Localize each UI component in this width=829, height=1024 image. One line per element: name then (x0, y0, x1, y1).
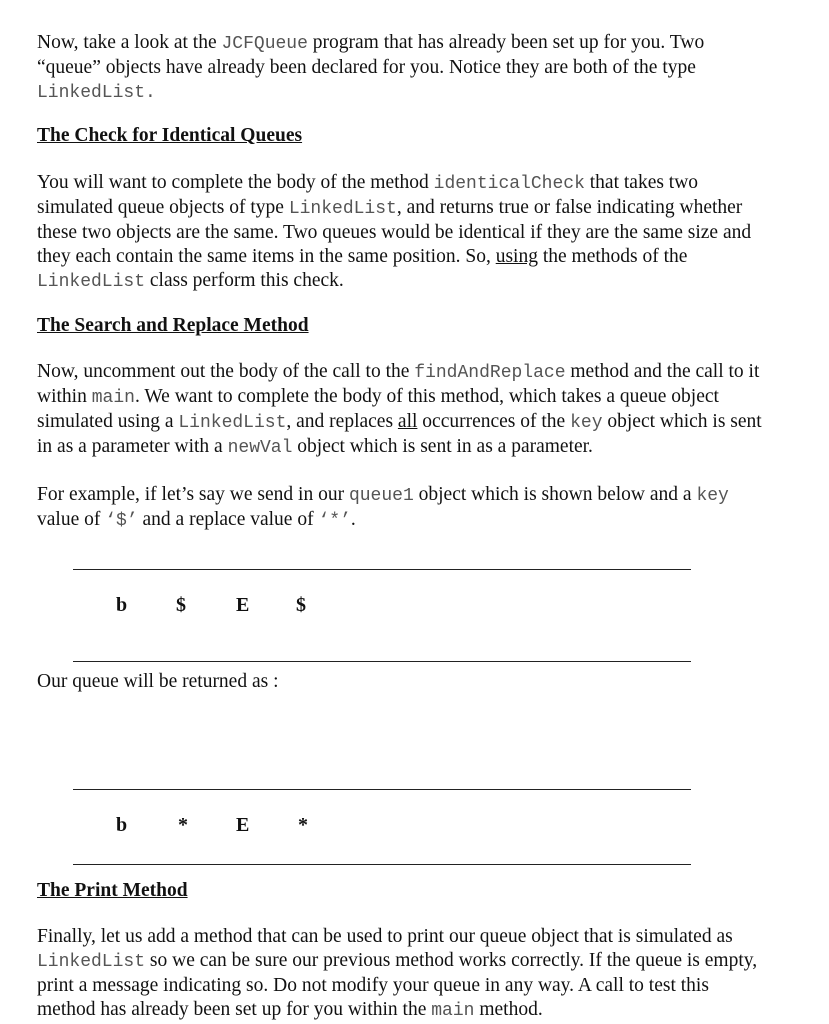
queue-after-row (73, 813, 691, 843)
example-text: . (350, 509, 356, 530)
code-identicalcheck: identicalCheck (433, 174, 585, 194)
code-linkedlist: LinkedList (288, 199, 397, 219)
example-text: object which is shown below and a (413, 484, 697, 505)
underlined-using: using (495, 246, 538, 267)
queue-item: * (298, 814, 308, 836)
search-paragraph (37, 360, 772, 460)
identical-text: the methods of the (537, 246, 688, 267)
queue-item: E (236, 594, 250, 616)
code-key: key (570, 413, 603, 433)
code-linkedlist: LinkedList. (37, 83, 156, 103)
code-linkedlist: LinkedList (37, 272, 146, 292)
queue-after-bottom-rule (73, 864, 691, 865)
example-text: and a replace value of (137, 509, 319, 530)
identical-paragraph (37, 171, 772, 294)
search-text: object which is sent in as a parameter. (292, 436, 593, 457)
search-text: . We want to complete the body of this method, which takes a queue object simulated using a (37, 386, 719, 432)
queue-item: b (116, 814, 128, 836)
identical-text: , and returns true or false indicating whether these two objects are the same. Two queues would be identical if they are the same size and they each contain the same items in the same position. So, (37, 197, 752, 267)
search-text: object which is sent in as a parameter with a (37, 411, 762, 457)
code-jcfqueue: JCFQueue (221, 34, 308, 54)
heading-identical-check: The Check for Identical Queues (37, 125, 303, 146)
code-newval: newVal (227, 438, 293, 458)
code-main: main (91, 388, 135, 408)
intro-text: program that has already been set up for you. Two “queue” objects have already been declared for you. Notice they are both of the type (37, 32, 705, 78)
code-queue1: queue1 (348, 486, 414, 506)
underlined-all: all (397, 411, 418, 432)
search-text: occurrences of the (417, 411, 571, 432)
queue-item: $ (296, 594, 306, 616)
queue-item: * (178, 814, 188, 836)
identical-text: class perform this check. (145, 270, 344, 291)
print-text: so we can be sure our previous method works correctly. If the queue is empty, print a message indicating so. Do not modify your queue in any way. A call to test this method has already been set up for you within the (37, 950, 758, 1020)
code-key-value: ‘$’ (105, 511, 138, 531)
example-paragraph (37, 483, 772, 533)
print-text: method. (474, 999, 543, 1020)
example-text: For example, if let’s say we send in our (37, 484, 349, 505)
queue-before-top-rule (73, 569, 691, 570)
queue-item: E (236, 814, 250, 836)
intro-paragraph (37, 31, 772, 105)
print-text: Finally, let us add a method that can be used to print our queue object that is simulated as (37, 926, 733, 947)
code-key: key (696, 486, 729, 506)
queue-item: $ (176, 594, 186, 616)
intro-text: Now, take a look at the (37, 32, 222, 53)
example-text: value of (37, 509, 106, 530)
queue-before-bottom-rule (73, 661, 691, 662)
heading-print-method: The Print Method (37, 880, 188, 901)
code-replace-value: ‘*’ (318, 511, 351, 531)
returned-text: Our queue will be returned as : (37, 671, 279, 692)
search-text: Now, uncomment out the body of the call to the (37, 361, 415, 382)
queue-after-top-rule (73, 789, 691, 790)
code-findandreplace: findAndReplace (414, 363, 566, 383)
queue-before-row (73, 593, 691, 623)
identical-text: that takes two simulated queue objects of type (37, 172, 699, 218)
code-linkedlist: LinkedList (37, 952, 146, 972)
code-main: main (431, 1001, 475, 1021)
queue-item: b (116, 594, 128, 616)
heading-search-replace: The Search and Replace Method (37, 315, 309, 336)
search-text: method and the call to it within (37, 361, 760, 407)
code-linkedlist: LinkedList (178, 413, 287, 433)
print-paragraph (37, 925, 772, 1023)
identical-text: You will want to complete the body of the method (37, 172, 434, 193)
search-text: , and replaces (286, 411, 398, 432)
